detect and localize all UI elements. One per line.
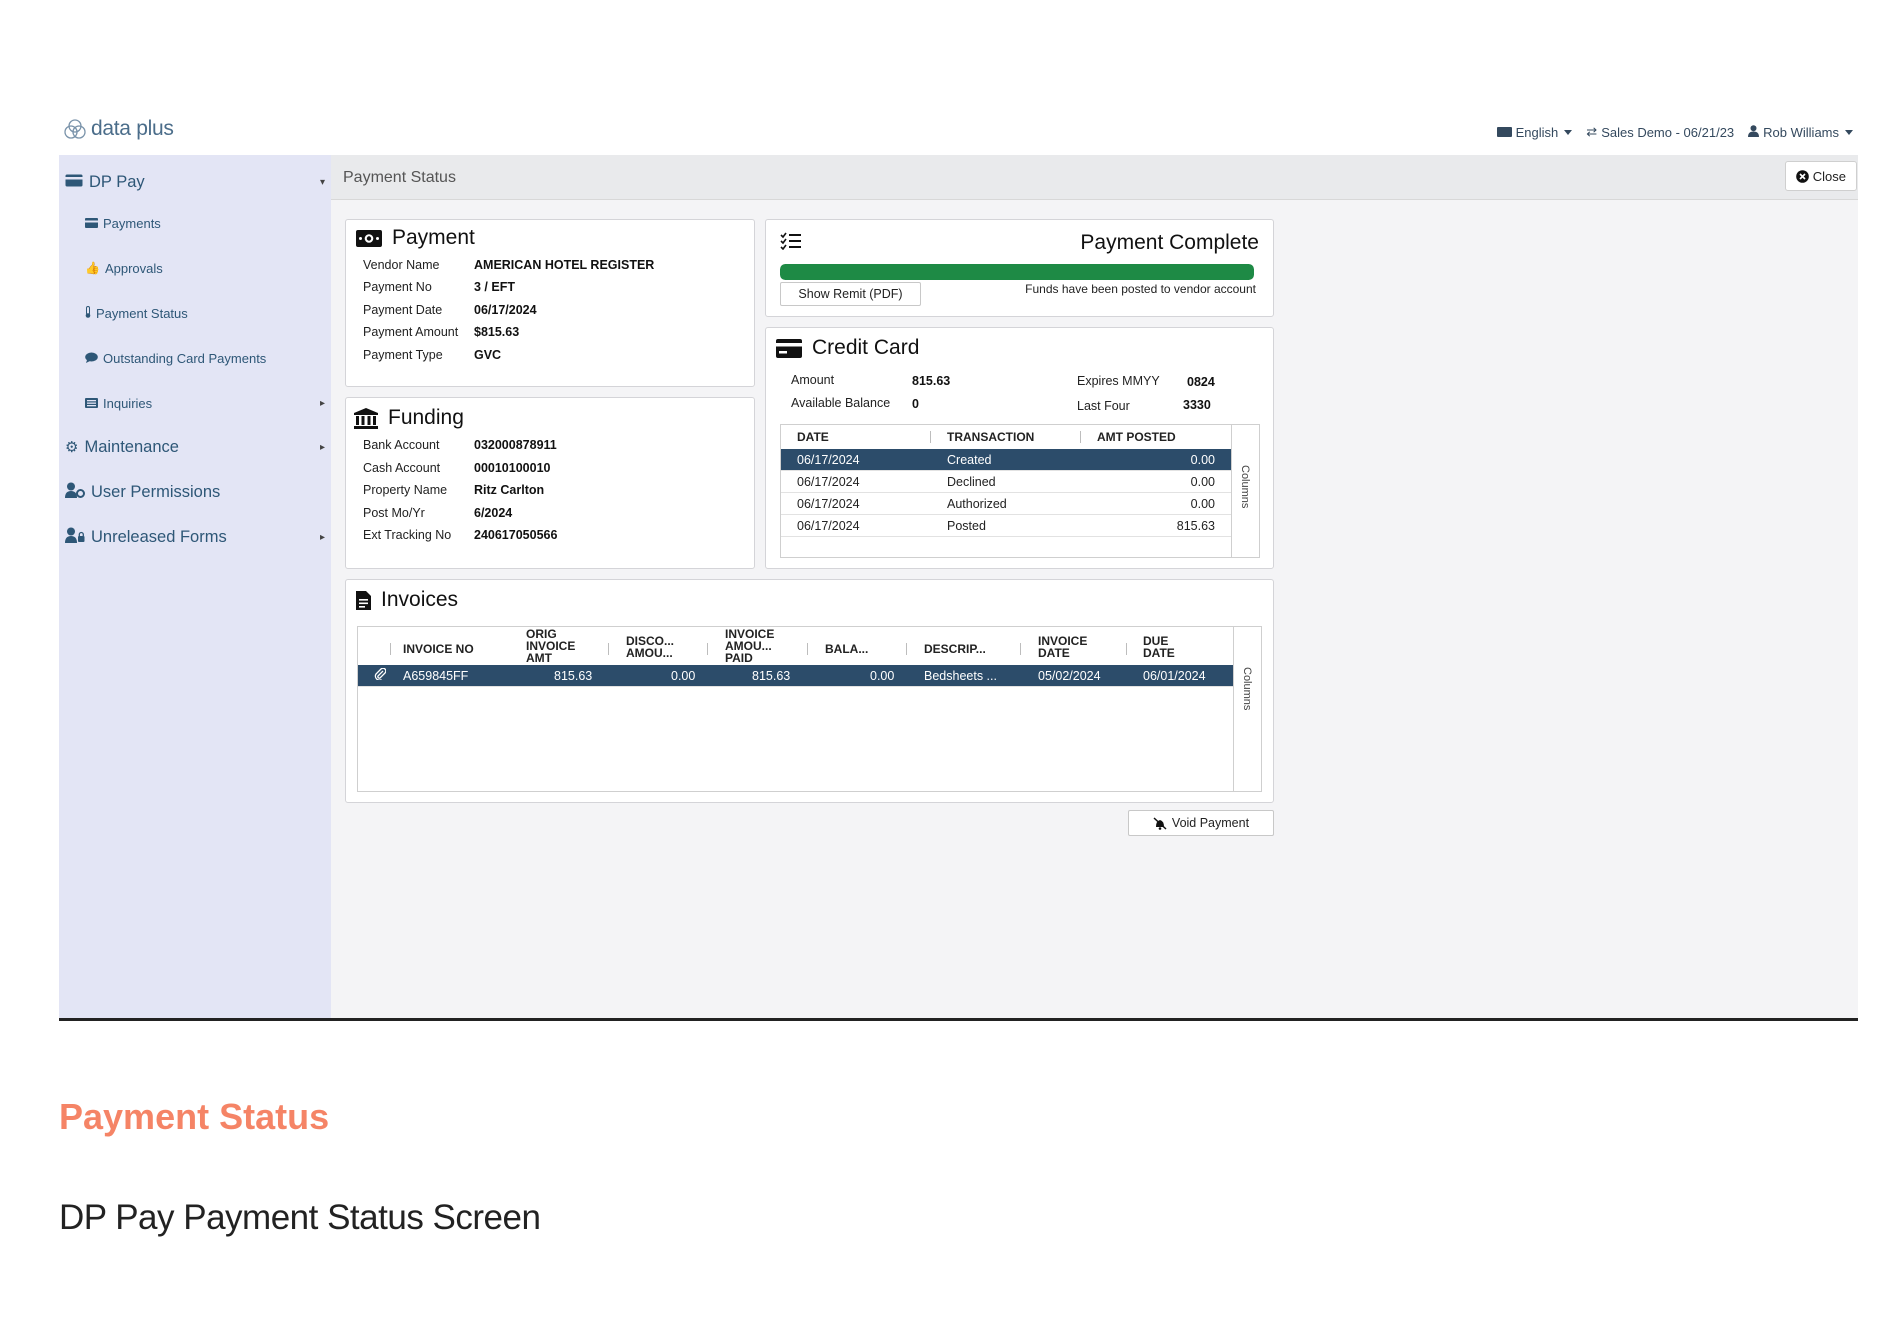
cash-account-value: 00010100010 (474, 461, 551, 475)
credit-card-icon (65, 173, 83, 192)
sidebar-item-dp-pay[interactable] (65, 168, 325, 196)
funding-card-title (354, 406, 464, 430)
columns-toggle[interactable] (1233, 627, 1261, 791)
list-icon (85, 396, 98, 411)
caret-down-icon (1564, 130, 1572, 135)
payment-no-value: 3 / EFT (474, 280, 515, 294)
payment-amount-value: $815.63 (474, 325, 520, 339)
card-title-text: Credit Card (812, 336, 920, 359)
table-row[interactable] (781, 493, 1231, 515)
attachment-icon[interactable] (374, 668, 386, 683)
caret-down-icon (1845, 130, 1853, 135)
credit-card-title (776, 336, 919, 360)
sidebar-item-label: Unreleased Forms (91, 527, 227, 546)
top-right-menu (1497, 124, 1853, 140)
column-header-balance[interactable]: BALA... (825, 642, 869, 656)
caption-subtitle: DP Pay Payment Status Screen (59, 1198, 541, 1237)
ext-tracking-label: Ext Tracking No (363, 528, 452, 542)
language-label: English (1515, 124, 1559, 140)
column-separator (1080, 431, 1081, 443)
void-payment-button[interactable] (1128, 810, 1274, 836)
progress-bar (780, 264, 1254, 280)
cell-transaction: Created (947, 453, 992, 467)
cell-paid: 815.63 (752, 669, 791, 683)
available-balance-label: Available Balance (791, 396, 891, 410)
cell-discount: 0.00 (671, 669, 696, 683)
transactions-grid (780, 424, 1260, 558)
caret-down-icon: ▾ (319, 176, 325, 188)
close-label: Close (1812, 168, 1846, 184)
columns-toggle-label: Columns (1241, 667, 1253, 711)
ext-tracking-value: 240617050566 (474, 528, 558, 542)
cell-balance: 0.00 (870, 669, 895, 683)
payment-type-label: Payment Type (363, 348, 443, 362)
credit-card-icon (776, 339, 802, 358)
column-separator (390, 643, 391, 655)
user-name: Rob Williams (1763, 124, 1839, 140)
sidebar-item-user-permissions[interactable] (65, 478, 325, 506)
cell-date: 06/17/2024 (797, 453, 860, 467)
available-balance-value: 0 (912, 397, 919, 411)
bank-account-value: 032000878911 (474, 438, 557, 452)
invoices-grid (357, 626, 1262, 792)
property-name-value: Ritz Carlton (474, 483, 545, 497)
column-header-due-date[interactable]: DUE DATE (1143, 634, 1175, 660)
columns-toggle-label: Columns (1239, 465, 1251, 509)
close-button[interactable] (1785, 161, 1857, 191)
bank-icon (354, 408, 378, 429)
credit-card-icon (85, 216, 98, 231)
cell-invoice-date: 05/02/2024 (1038, 669, 1101, 683)
user-icon (1748, 125, 1759, 140)
payment-card (345, 219, 755, 387)
cell-description: Bedsheets ... (924, 669, 997, 683)
cell-amount: 0.00 (1190, 497, 1215, 511)
last-four-value: 3330 (1183, 398, 1211, 412)
column-separator (1126, 643, 1127, 655)
last-four-label: Last Four (1077, 399, 1130, 413)
post-mo-yr-value: 6/2024 (474, 506, 513, 520)
column-separator (906, 643, 907, 655)
tasks-icon (780, 232, 802, 250)
gears-icon: ⚙ (65, 439, 79, 456)
cell-date: 06/17/2024 (797, 475, 860, 489)
column-header-transaction[interactable]: TRANSACTION (947, 430, 1035, 444)
file-invoice-icon (356, 591, 371, 610)
column-header-invoice-date[interactable]: INVOICE DATE (1038, 634, 1088, 660)
sidebar (59, 155, 331, 1018)
card-title-text: Payment (392, 226, 475, 249)
columns-toggle[interactable] (1231, 425, 1259, 557)
amount-label: Amount (791, 373, 835, 387)
page-title: Payment Status (343, 169, 456, 186)
user-gear-icon (65, 482, 85, 503)
invoices-card (345, 579, 1274, 803)
column-header-amt-posted[interactable]: AMT POSTED (1097, 430, 1176, 444)
cell-due-date: 06/01/2024 (1143, 669, 1206, 683)
sidebar-item-label: Payment Status (96, 305, 188, 321)
payment-no-label: Payment No (363, 280, 432, 294)
column-header-description[interactable]: DESCRIP... (924, 642, 986, 656)
sidebar-item-maintenance[interactable] (65, 433, 325, 461)
expires-label: Expires MMYY (1077, 374, 1160, 388)
cell-transaction: Authorized (947, 497, 1007, 511)
sidebar-item-inquiries[interactable] (85, 391, 325, 415)
status-message: Funds have been posted to vendor account (1025, 282, 1256, 296)
thermometer-icon (85, 306, 91, 321)
caret-right-icon: ▸ (319, 441, 325, 453)
top-bar (59, 105, 1858, 155)
bank-account-label: Bank Account (363, 438, 440, 452)
language-dropdown[interactable] (1497, 124, 1573, 140)
table-row[interactable] (781, 515, 1231, 537)
invoices-card-title (356, 588, 458, 612)
sidebar-item-label: Approvals (104, 260, 163, 276)
card-title-text: Invoices (381, 588, 459, 611)
cell-amount: 0.00 (1190, 453, 1215, 467)
page-header (331, 155, 1858, 200)
payment-status-title: Payment Complete (1080, 231, 1259, 254)
card-title-text: Funding (388, 406, 464, 429)
sidebar-item-unreleased-forms[interactable] (65, 523, 325, 551)
post-mo-yr-label: Post Mo/Yr (363, 506, 425, 520)
app-window (59, 105, 1858, 1018)
cell-orig-amt: 815.63 (554, 669, 593, 683)
progress-fill (780, 264, 1254, 280)
void-payment-label: Void Payment (1171, 816, 1250, 830)
sidebar-item-label: Outstanding Card Payments (103, 350, 267, 366)
language-icon (1497, 127, 1512, 137)
environment-switcher[interactable] (1586, 124, 1734, 140)
sidebar-item-label: Inquiries (103, 395, 153, 411)
vendor-name-value: AMERICAN HOTEL REGISTER (474, 258, 655, 272)
sidebar-item-payment-status[interactable] (85, 301, 325, 325)
cell-transaction: Posted (947, 519, 986, 533)
sidebar-item-approvals[interactable] (85, 256, 325, 280)
cash-account-label: Cash Account (363, 461, 441, 475)
credit-card-card (765, 327, 1274, 569)
bell-slash-icon (1153, 817, 1167, 830)
comment-icon (85, 351, 98, 366)
show-remit-button[interactable]: Show Remit (PDF) (780, 282, 921, 306)
table-row[interactable] (781, 449, 1231, 471)
sidebar-item-label: DP Pay (89, 172, 145, 191)
logo-text: data plus (91, 117, 174, 140)
amount-value: 815.63 (912, 374, 951, 388)
user-menu[interactable] (1748, 124, 1853, 140)
sidebar-item-label: Maintenance (84, 437, 179, 456)
logo-icon (63, 117, 87, 141)
payment-status-card (765, 219, 1274, 317)
sidebar-item-label: Payments (103, 215, 161, 231)
environment-label: Sales Demo - 06/21/23 (1601, 124, 1735, 140)
column-header-orig-invoice-amt[interactable]: ORIG INVOICE AMT (526, 627, 576, 665)
column-header-invoice-no[interactable]: INVOICE NO (403, 642, 474, 656)
column-separator (930, 431, 931, 443)
caption-title: Payment Status (59, 1096, 330, 1137)
user-lock-icon (65, 527, 85, 548)
divider (59, 1018, 1858, 1021)
logo (63, 117, 174, 141)
payment-date-value: 06/17/2024 (474, 303, 537, 317)
table-row[interactable] (781, 471, 1231, 493)
funding-card (345, 397, 755, 569)
close-icon (1796, 170, 1809, 183)
expires-value: 0824 (1187, 375, 1215, 389)
sidebar-item-label: User Permissions (91, 482, 221, 501)
column-header-date[interactable]: DATE (797, 430, 829, 444)
cell-amount: 0.00 (1190, 475, 1215, 489)
payment-date-label: Payment Date (363, 303, 443, 317)
payment-card-title (356, 226, 475, 250)
column-separator (707, 643, 708, 655)
property-name-label: Property Name (363, 483, 448, 497)
column-separator (608, 643, 609, 655)
payment-amount-label: Payment Amount (363, 325, 459, 339)
cell-transaction: Declined (947, 475, 996, 489)
exchange-icon: ⇄ (1586, 124, 1598, 139)
cell-date: 06/17/2024 (797, 519, 860, 533)
cell-amount: 815.63 (1176, 519, 1215, 533)
column-separator (807, 643, 808, 655)
column-header-discount-amount[interactable]: DISCO... AMOU... (626, 634, 675, 660)
caret-right-icon: ▸ (319, 397, 325, 409)
column-separator (1020, 643, 1021, 655)
cell-date: 06/17/2024 (797, 497, 860, 511)
vendor-name-label: Vendor Name (363, 258, 440, 272)
sidebar-item-outstanding-card-payments[interactable] (85, 346, 325, 370)
caret-right-icon: ▸ (319, 531, 325, 543)
cell-invoice-no: A659845FF (403, 669, 469, 683)
table-row[interactable] (358, 665, 1234, 687)
column-header-invoice-amount-paid[interactable]: INVOICE AMOU... PAID (725, 627, 775, 665)
thumbs-up-icon: 👍 (85, 261, 100, 275)
payment-type-value: GVC (474, 348, 502, 362)
sidebar-item-payments[interactable] (85, 211, 325, 235)
money-icon (356, 230, 382, 247)
